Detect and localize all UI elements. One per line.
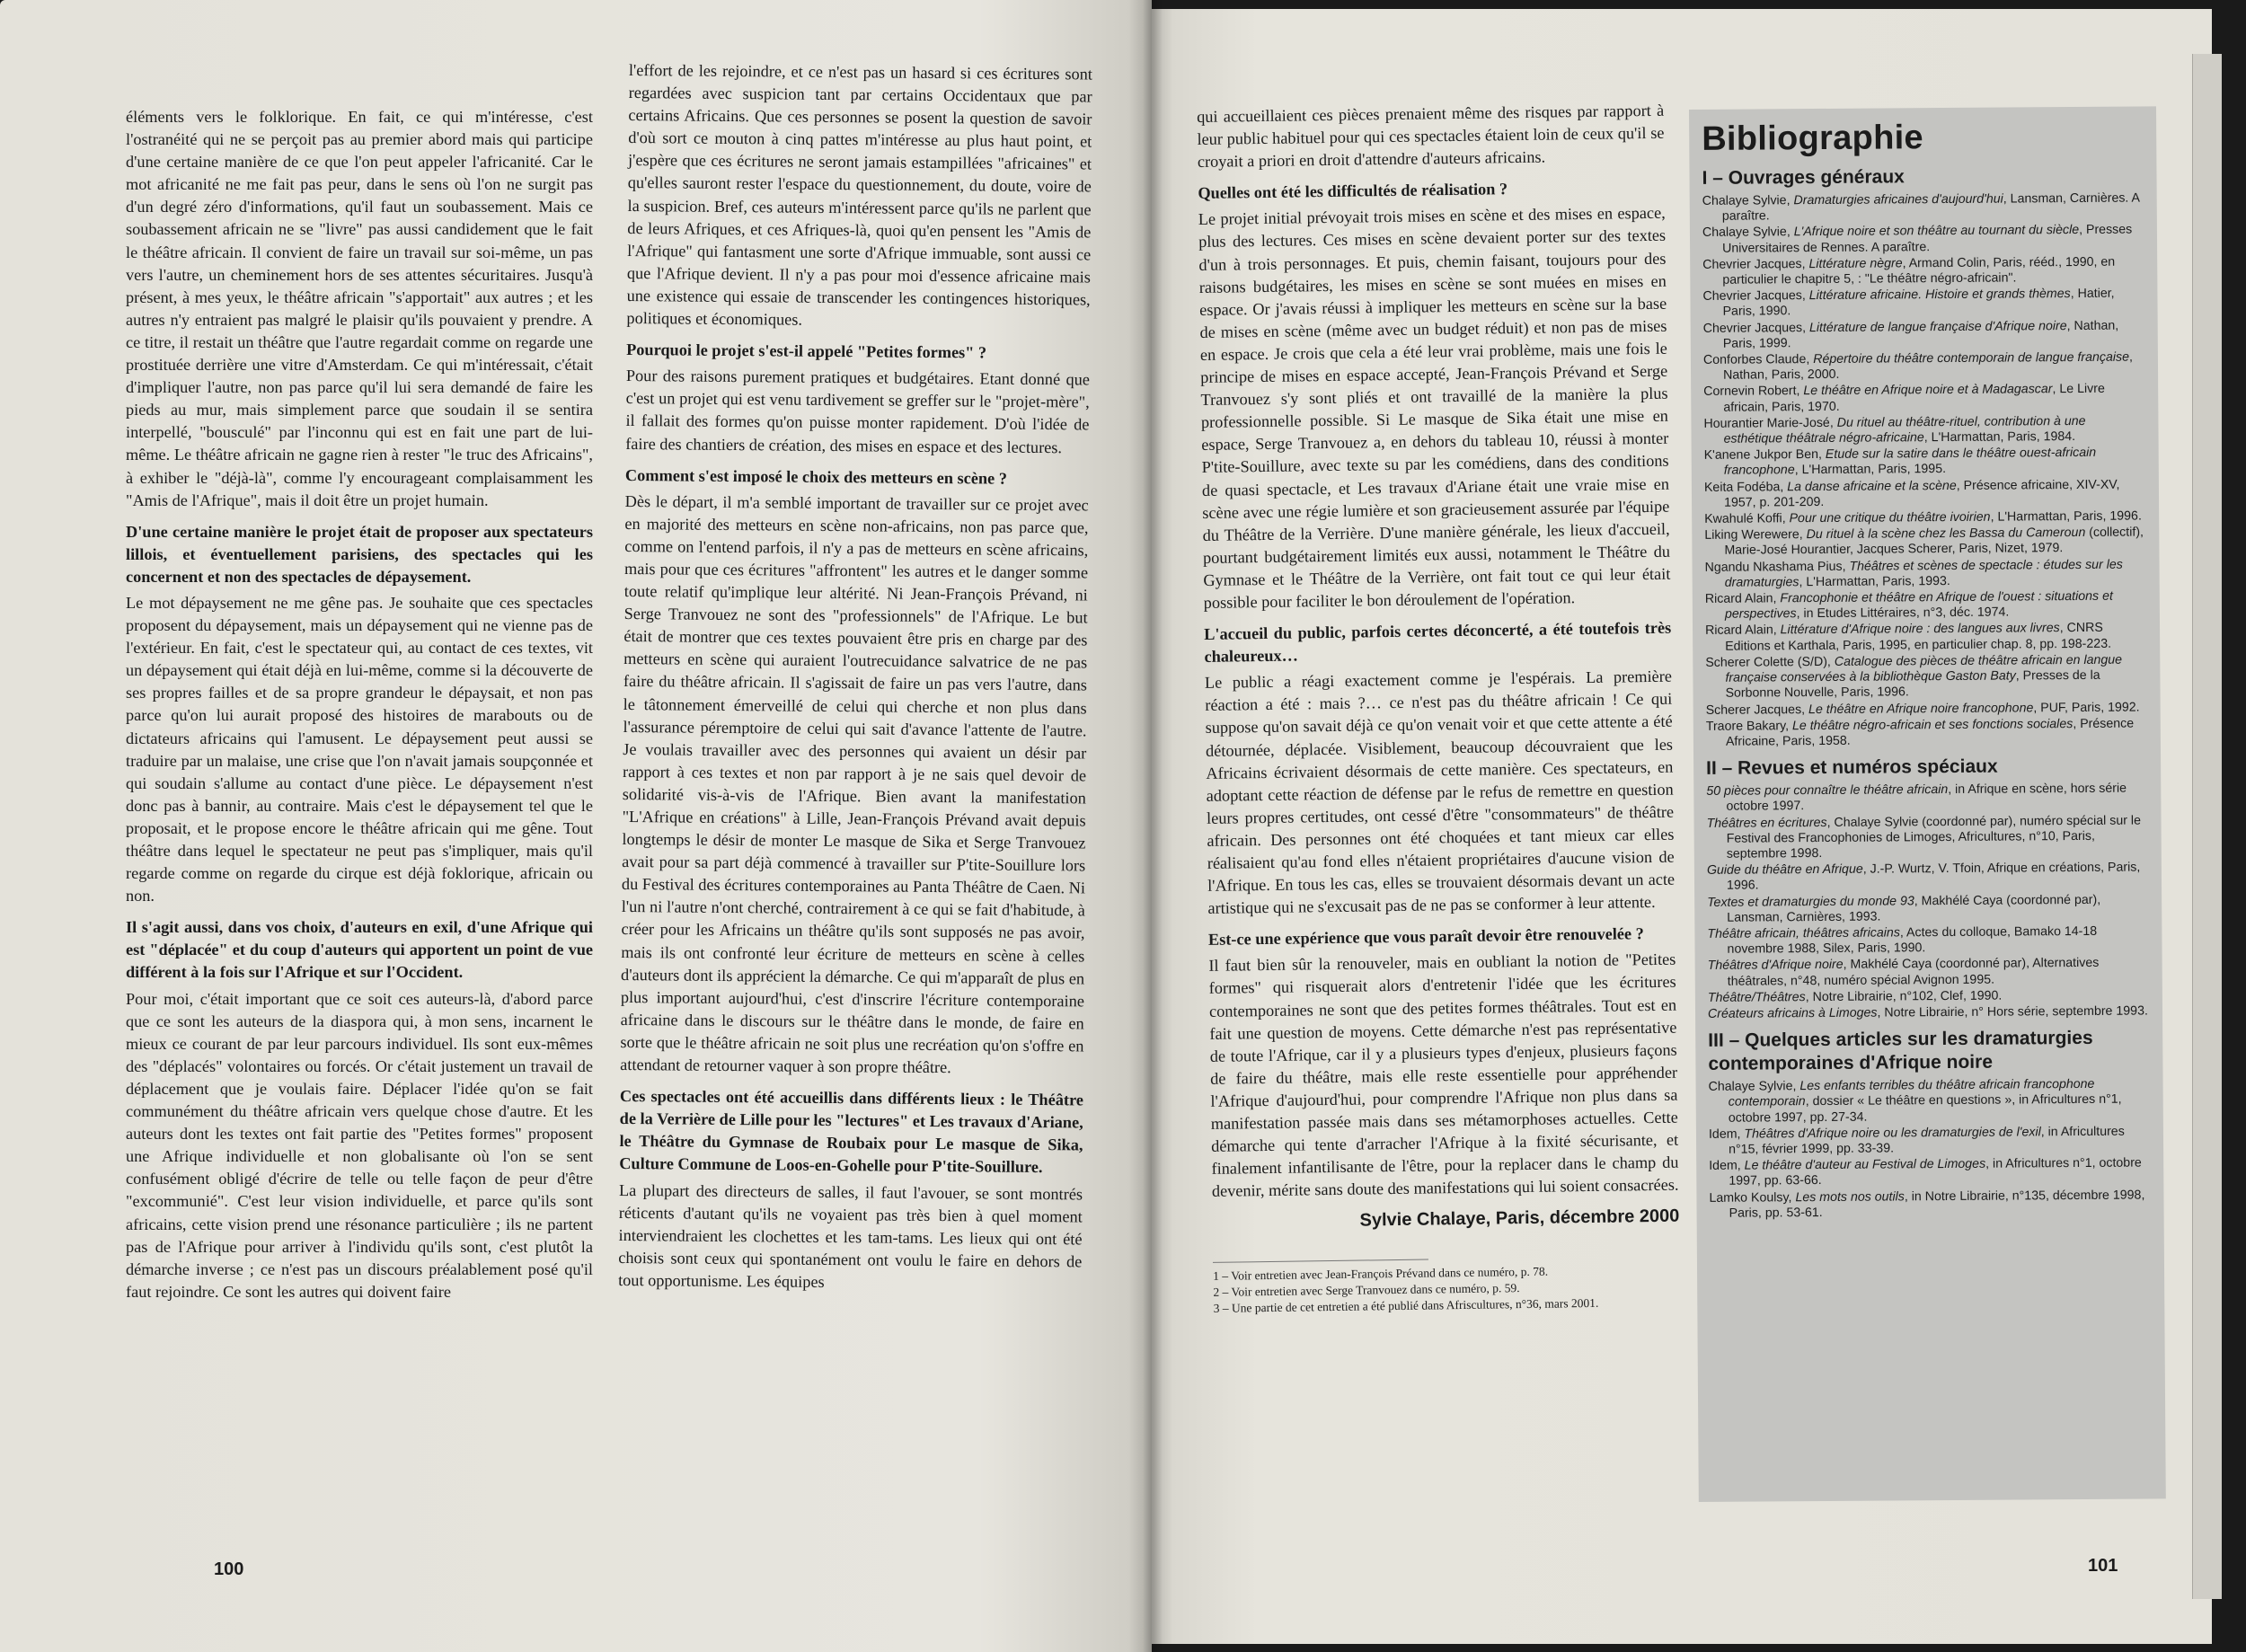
interview-question: Il s'agit aussi, dans vos choix, d'auteurs en exil, d'une Afrique qui est "déplacée" et du coup d'auteurs qui apportent un point de vue différent à la fois sur l'Afrique et sur l'Occident. xyxy=(126,918,593,982)
entry-title: Littérature africaine. Histoire et grands thèmes xyxy=(1808,287,2071,304)
bibliography-entry xyxy=(1706,782,2148,816)
page-edge xyxy=(2192,54,2222,1599)
entry-author: K'anene Jukpor Ben, xyxy=(1703,447,1826,464)
body-paragraph: éléments vers le folklorique. En fait, ce qui m'intéresse, c'est l'ostranéité qui ne se perçoit pas au premier abord mais qui participe d'une certaine manière de ce que l'on peut appeler l'africanité. Car le mot africanité ne me fait pas peur, dans le sens où l'on ne surgit pas d'un degré zéro d'informations, qu'il faut un soubassement. Mais ce soubassement africain ne se "livre" pas aussi candidement que le fait le théâtre africain. Il convient de faire un travail sur soi-même, un pas vers l'autre, un cheminement hors de ses attentes sécuritaires. Jusqu'à présent, à mes yeux, le théâtre africain "s'apportait" aux autres ; et les autres n'y entraient pas malgré le plaisir qu'ils pouvaient y prendre. A ce titre, il restait un théâtre que l'autre regardait comme on regarde une prostituée derrière une vitre d'Amsterdam. Ce qui m'intéressait, c'était d'impliquer l'autre, non pas parce qu'il lui sera demandé de faire les pieds au mur, mais simplement parce que soudain il se sentira interpellé, "bousculé" par l'inconnu qui est en fait une part de lui-même. Le théâtre africain ne gagne rien à rester "le truc des Africains", à exhiber le "déjà-là", comme l'y encourageant complaisamment les "Amis de l'Afrique", mais il doit être un projet humain. xyxy=(126,108,593,509)
interview-question: Quelles ont été les difficultés de réalisation ? xyxy=(1198,180,1508,203)
entry-details: , dossier « Le théâtre en questions », in Africultures n°1, octobre 1997, pp. 27-34. xyxy=(1728,1092,2122,1126)
entry-title: Créateurs africains à Limoges xyxy=(1707,1005,1878,1021)
bibliography-entry xyxy=(1707,923,2149,958)
entry-details: , Makhélé Caya (coordonné par), Alternatives théâtrales, n°48, numéro spécial Avignon 1995. xyxy=(1727,956,2100,989)
left-column-1 xyxy=(126,106,593,1306)
entry-author: Scherer Colette (S/D), xyxy=(1705,654,1835,670)
entry-title: Catalogue des pièces de théâtre africain en langue française conservées à la bibliothèque Gaston Baty xyxy=(1725,652,2123,685)
entry-details: , in Etudes Littéraires, n°3, déc. 1974. xyxy=(1796,605,2010,622)
bibliography-entry xyxy=(1703,413,2145,447)
footnote-1: 1 – Voir entretien avec Jean-François Prévand dans ce numéro, p. 78. xyxy=(1213,1264,1549,1283)
bibliography-sections xyxy=(1702,163,2151,1221)
entry-details: , L'Harmattan, Paris, 1993. xyxy=(1799,573,1950,590)
bibliography-section-heading: II – Revues et numéros spéciaux xyxy=(1706,755,1998,779)
entry-title: Pour une critique du théâtre ivoirien xyxy=(1789,509,1991,526)
footnotes xyxy=(1213,1259,1599,1316)
entry-details: , CNRS Editions et Karthala, Paris, 1995, en particulier chap. 8, pp. 198-223. xyxy=(1725,621,2112,654)
entry-details: , Actes du colloque, Bamako 14-18 novembre 1988, Silex, Paris, 1990. xyxy=(1727,923,2098,957)
entry-title: L'Afrique noire et son théâtre au tournant du siècle xyxy=(1793,223,2080,240)
entry-title: Les mots nos outils xyxy=(1795,1188,1905,1205)
bibliography-entry xyxy=(1707,892,2149,926)
entry-author: Conforbes Claude, xyxy=(1702,352,1814,367)
entry-title: Les enfants terribles du théâtre africain francophone contemporain xyxy=(1728,1077,2095,1110)
interview-question: Comment s'est imposé le choix des metteurs en scène ? xyxy=(624,465,1008,488)
bibliography-entry xyxy=(1705,557,2147,591)
entry-details: , in Africultures n°1, octobre 1997, pp. 63-66. xyxy=(1729,1155,2142,1189)
body-paragraph: Le mot dépaysement ne me gêne pas. Je souhaite que ces spectacles proposent du dépaysement, mais un dépaysement qui ne vienne pas de l'extérieur. En fait, c'est le spectateur qui, au contact de ces textes, vit un dépaysement qui était déjà en lui-même, comme si la découverte de ses propres failles et de sa propre grandeur le dépaysait, et non pas parce qu'on lui aurait proposé des histoires de marabouts ou de dictateurs africains qui l'amusent. Le dépaysement peut aussi se traduire par un malaise, une crise que l'on n'avait jamais soupçonnée et qui soudain s'allume au contact d'une pièce. Le dépaysement n'est donc pas à bannir, au contraire. Mais c'est le dépaysement tel que le proposait, et le propose encore le théâtre africain qui me gêne. Tout théâtre dans lequel le spectateur ne peut pas s'impliquer, mais qu'il regarde comme on regarde du cirque est déjà foklorique, africain ou non. xyxy=(126,593,593,906)
bibliography-entry xyxy=(1707,861,2149,895)
entry-title: Théâtres d'Afrique noire xyxy=(1707,958,1844,974)
interview-question: Ces spectacles ont été accueillis dans différents lieux : le Théâtre de la Verrière de Lille pour les "lectures" et Les travaux d'Ariane, le Théâtre du Gymnase de Roubaix pour Le masque de Sika, Culture Commune de Loos-en-Gohelle pour P'tite-Souillure. xyxy=(619,1087,1083,1177)
interview-question: L'accueil du public, parfois certes déconcerté, a été toutefois très chaleureux… xyxy=(1204,618,1672,667)
entry-author: Ricard Alain, xyxy=(1704,591,1781,606)
left-column-2 xyxy=(618,59,1092,1298)
interview-question: Est-ce une expérience que vous paraît devoir être renouvelée ? xyxy=(1207,924,1644,950)
bibliography-entry xyxy=(1705,652,2147,702)
right-column-text xyxy=(1197,100,1681,1317)
bibliography-entry xyxy=(1708,1003,2150,1022)
bibliography-entry xyxy=(1709,1077,2151,1126)
entry-title: Dramaturgies africaines d'aujourd'hui xyxy=(1793,191,2003,208)
entry-title: Textes et dramaturgies du monde 93 xyxy=(1707,893,1914,910)
bibliography-entry xyxy=(1702,254,2144,288)
body-paragraph: Le projet initial prévoyait trois mises en scène et des mises en espace, plus des lectures. Ces mises en scène devaient porter sur des textes d'un à trois personnages. Et puis, chemin faisant, toujours pour des raisons budgétaires, les mises en scène se sont muées en mises en espace. Or j'avais réussi à impliquer les metteurs en scène sur la base de mises en scène (même avec un budget réduit) et non pas de mises en espace. Je crois que cela a été leur vrai problème, mais une fois le principe de mises en espace accepté, Jean-François Prévand et Serge Tranvouez s'y sont pliés et ont travaillé de la manière la plus professionnelle possible. Si Le masque de Sika était une mise en espace, Serge Tranvouez a, en dehors du tableau 10, réussi à monter P'tite-Souillure, avec texte su par les comédiens, dans des conditions de quasi spectacle, et Les travaux d'Ariane était une vraie mise en scène avec une régie lumière et son gracieusement assurée par l'équipe du Théâtre de la Verrière. D'une manière générale, les lieux d'accueil, pourtant budgétairement limités eux aussi, notamment le Théâtre du Gymnase et le Théâtre de la Verrière, ont fait tout ce qui leur était possible pour faciliter le bon déroulement de l'opération. xyxy=(1198,204,1671,612)
entry-author: Keita Fodéba, xyxy=(1703,479,1788,495)
page-number-left: 100 xyxy=(214,1559,244,1579)
bibliography-entry xyxy=(1703,349,2145,384)
entry-title: Francophonie et théâtre en Afrique de l'ouest : situations et perspectives xyxy=(1724,588,2113,623)
bibliography-entry xyxy=(1704,446,2146,480)
entry-author: Liking Werewere, xyxy=(1704,527,1807,543)
bibliography-entry xyxy=(1709,1188,2151,1222)
entry-details: , PUF, Paris, 1992. xyxy=(2033,700,2140,715)
right-column-body xyxy=(1197,100,1679,1204)
bibliography-section-heading: III – Quelques articles sur les dramaturgies contemporaines d'Afrique noire xyxy=(1708,1028,2093,1075)
book-gutter xyxy=(1143,0,1163,1652)
entry-title: Du rituel à la scène chez les Bassa du Cameroun xyxy=(1806,526,2086,543)
entry-title: Littérature de langue française d'Afrique noire xyxy=(1808,318,2067,335)
right-page xyxy=(1152,9,2212,1644)
entry-title: Théâtre africain, théâtres africains xyxy=(1707,925,1900,941)
entry-details: , in Notre Librairie, n°135, décembre 1998, Paris, pp. 53-61. xyxy=(1729,1188,2145,1221)
bibliography-entry xyxy=(1706,700,2148,719)
entry-title: Etude sur la satire dans le théâtre ouest-africain francophone xyxy=(1723,446,2097,479)
bibliography-entry xyxy=(1706,813,2148,862)
entry-details: , in Africultures n°15, février 1999, pp. 33-39. xyxy=(1729,1124,2125,1157)
entry-title: Théâtre/Théâtres xyxy=(1707,989,1806,1005)
entry-details: , Chalaye Sylvie (coordonné par), numéro spécial sur le Festival des Francophonies de Limoges, Africultures, n°10, Paris, septembre 1998. xyxy=(1726,813,2141,861)
entry-details: , Presses de la Sorbonne Nouvelle, Paris, 1996. xyxy=(1725,667,2100,702)
entry-title: Théâtres et scènes de spectacle : études sur les dramaturgies xyxy=(1724,557,2123,590)
page-number-right: 101 xyxy=(2088,1556,2118,1576)
bibliography-entry xyxy=(1702,223,2144,257)
entry-title: Théâtres d'Afrique noire ou les dramaturgies de l'exil xyxy=(1744,1125,2041,1142)
bibliography-entry xyxy=(1709,1124,2151,1158)
entry-title: 50 pièces pour connaître le théâtre africain xyxy=(1706,782,1949,799)
entry-author: Ricard Alain, xyxy=(1704,623,1781,639)
entry-title: Guide du théâtre en Afrique xyxy=(1706,861,1863,879)
entry-details: , Notre Librairie, n° Hors série, septembre 1993. xyxy=(1877,1003,2148,1020)
entry-details: , Présence africaine, XIV-XV, 1957, p. 201-209. xyxy=(1724,477,2120,510)
bibliography-entry xyxy=(1703,318,2145,352)
entry-title: Théâtres en écritures xyxy=(1706,815,1827,831)
bibliography-entry xyxy=(1704,477,2146,511)
body-paragraph: l'effort de les rejoindre, et ce n'est pas un hasard si ces écritures sont regardées avec suspicion tant par certains Occidentaux que par certains Africains. Que ces personnes se posent la question de savoir d'où sort ce mouton à cinq pattes m'intéresse au plus haut point, et j'espère que ces écritures ne seront jamais estampillées "africaines" et qu'elles sauront rester l'espace du questionnement, du doute, voire de la suspicion. Bref, ces auteurs m'intéressent parce qu'ils ne parlent que de leurs Afriques, et ces Afriques-là, quoi qu'en pensent les "Amis de l'Afrique" qui fantasment une sorte d'Afrique immuable, sont aussi ce que l'Afrique devient. Il n'y a pas pour moi d'essence africaine mais une existence qui essaie de transcender les contingences historiques, politiques et économiques. xyxy=(626,60,1092,329)
bibliography-entry xyxy=(1704,509,2146,528)
author-signature: Sylvie Chalaye, Paris, décembre 2000 xyxy=(1359,1206,1680,1231)
bibliography-entry xyxy=(1708,987,2150,1006)
entry-author: Chevrier Jacques, xyxy=(1702,288,1809,305)
body-paragraph: Pour des raisons purement pratiques et budgétaires. Etant donné que c'est un projet qui est venu tardivement se greffer sur le "projet-mère", il fallait des formes qu'on puisse monter rapidement. D'où l'idée de faire des chantiers de création, des mises en espace et des lectures. xyxy=(625,367,1090,456)
entry-title: Le théâtre en Afrique noire francophone xyxy=(1808,700,2034,717)
bibliography-entry xyxy=(1706,716,2148,750)
bibliography-entry xyxy=(1703,382,2145,416)
bibliography-entry xyxy=(1705,621,2147,655)
interview-question: D'une certaine manière le projet était de proposer aux spectateurs lillois, et éventuellement parisiens, des spectacles qui les concernent et non des spectacles de dépaysement. xyxy=(126,522,593,586)
entry-title: Du rituel au théâtre-rituel, contribution à une esthétique théâtrale négro-africaine xyxy=(1723,413,2086,446)
entry-title: Littérature d'Afrique noire : des langues aux livres xyxy=(1780,621,2060,638)
bibliography-box xyxy=(1689,106,2166,1502)
entry-details: , L'Harmattan, Paris, 1996. xyxy=(1990,508,2142,525)
entry-details: , Notre Librairie, n°102, Clef, 1990. xyxy=(1805,988,2003,1004)
entry-author: Scherer Jacques, xyxy=(1705,702,1809,718)
entry-details: , Armand Colin, Paris, rééd., 1990, en particulier le chapitre 5, : "Le théâtre négro-africain". xyxy=(1722,254,2116,287)
entry-author: Lamko Koulsy, xyxy=(1709,1189,1796,1206)
entry-title: La danse africaine et la scène xyxy=(1787,478,1957,494)
entry-author: Idem, xyxy=(1709,1158,1745,1174)
entry-author: Idem, xyxy=(1708,1126,1745,1142)
entry-details: , L'Harmattan, Paris, 1995. xyxy=(1794,462,1947,478)
entry-title: Répertoire du théâtre contemporain de langue française xyxy=(1813,349,2130,367)
entry-details: , Makhélé Caya (coordonné par), Lansman, Carnières, 1993. xyxy=(1727,892,2101,925)
entry-author: Ngandu Nkashama Pius, xyxy=(1704,559,1850,575)
entry-details: , Le Livre africain, Paris, 1970. xyxy=(1723,382,2105,415)
entry-details: , L'Harmattan, Paris, 1984. xyxy=(1923,429,2076,446)
entry-details: , Hatier, Paris, 1990. xyxy=(1722,286,2115,320)
entry-author: Chalaye Sylvie, xyxy=(1708,1079,1800,1095)
bibliography-entry xyxy=(1702,190,2144,225)
bibliography-section-heading: I – Ouvrages généraux xyxy=(1702,166,1905,189)
entry-author: Traore Bakary, xyxy=(1705,718,1793,734)
entry-title: Le théâtre d'auteur au Festival de Limoges xyxy=(1744,1156,1986,1173)
entry-author: Cornevin Robert, xyxy=(1703,384,1804,400)
entry-author: Chevrier Jacques, xyxy=(1702,320,1810,336)
entry-details: , J.-P. Wurtz, V. Tfoin, Afrique en créations, Paris, 1996. xyxy=(1726,860,2141,894)
entry-details: (collectif), Marie-José Hourantier, Jacques Scherer, Paris, Nizet, 1979. xyxy=(1724,525,2144,559)
bibliography-entry xyxy=(1709,1156,2151,1190)
bibliography-entry xyxy=(1705,589,2147,623)
body-paragraph: La plupart des directeurs de salles, il faut l'avouer, se sont montrés réticents d'autant qu'ils ne voyaient pas très bien à quel moment interviendraient les clochettes et les tam-tams. Les lieux qui ont été choisis sont ceux qui spontanément ont voulu le faire en dehors de tout opportunisme. Les équipes xyxy=(618,1180,1083,1291)
bibliography-title: Bibliographie xyxy=(1702,119,1924,158)
entry-author: Chalaye Sylvie, xyxy=(1702,193,1794,208)
entry-details: , Présence Africaine, Paris, 1958. xyxy=(1725,716,2135,749)
entry-details: , Nathan, Paris, 1999. xyxy=(1722,318,2119,351)
body-paragraph: qui accueillaient ces pièces prenaient même des risques par rapport à leur public habituel pour qui ces spectacles étaient loin de ceux qu'il se croyait a priori en droit d'attendre d'auteurs africains. xyxy=(1197,101,1665,172)
bibliography-entry xyxy=(1702,287,2144,321)
entry-title: Littérature nègre xyxy=(1808,256,1903,271)
entry-author: Kwahulé Koffi, xyxy=(1704,511,1790,526)
entry-author: Chevrier Jacques, xyxy=(1702,256,1809,272)
interview-question: Pourquoi le projet s'est-il appelé "Petites formes" ? xyxy=(626,340,987,362)
footnote-3: 3 – Une partie de cet entretien a été publié dans Afriscultures, n°36, mars 2001. xyxy=(1213,1295,1599,1315)
entry-details: , Nathan, Paris, 2000. xyxy=(1723,349,2133,383)
entry-details: , Presses Universitaires de Rennes. A paraître. xyxy=(1722,222,2133,256)
entry-details: , Lansman, Carnières. A paraître. xyxy=(1721,190,2140,224)
entry-author: Chalaye Sylvie, xyxy=(1702,225,1794,241)
entry-title: Le théâtre négro-africain et ses fonctions sociales xyxy=(1791,716,2074,733)
footnote-2: 2 – Voir entretien avec Serge Tranvouez dans ce numéro, p. 59. xyxy=(1213,1280,1520,1299)
body-paragraph: Il faut bien sûr la renouveler, mais en oubliant la notion de "Petites formes" qui risquerait alors d'entretenir l'idée que les écritures contemporaines ne sont que des petites formes théâtrales. Tout est en fait une question de moyens. Cette démarche n'est pas représentative de toute l'Afrique, car il y a plusieurs types d'enjeux, plusieurs façons de faire du théâtre, mais elle reste essentielle pour appréhender l'Afrique d'aujourd'hui, pour comprendre l'Afrique non plus dans sa manifestation passée mais dans ses métamorphoses actuelles. Cette démarche qui tente d'arracher l'Afrique à la fixité sécurisante, et finalement infantilisante de l'être, pour la replacer dans le champ du devenir, mérite sans doute des manifestations qui lui soient consacrées. xyxy=(1208,950,1679,1201)
body-paragraph: Dès le départ, il m'a semblé important de travailler sur ce projet avec en majorité des metteurs en scène non-africains, non pas parce que, comme on l'entend parfois, il n'y a pas de metteurs en scène africains, mais pour que ces écritures "affrontent" les autres et le danger somme toute relatif qu'implique leur altérité. Ni Jean-François Prévand, ni Serge Tranvouez ne sont des "professionnels" de l'Afrique. Le but était de montrer que ces textes pouvaient être pris en charge par des metteurs en scène qui auraient l'outrecuidance salvatrice de ne pas faire du théâtre africain. Il s'agissait de faire un pas vers l'autre, dans le tâtonnement émerveillé de celui qui cherche et non plus dans l'assurance péremptoire de celui qui sait d'avance l'attente de l'autre. Je voulais travailler avec des personnes qui avaient un désir par rapport à ces textes et non par rapport à je ne sais quel devoir de solidarité vis-à-vis de l'Afrique. Bien avant la manifestation "L'Afrique en créations" à Lille, Jean-François Prévand avait depuis longtemps le désir de monter Le masque de Sika et Serge Tranvouez avait pour sa part déjà commencé à travailler sur P'tite-Souillure lors du Festival des écritures contemporaines au Panta Théâtre de Caen. Ni l'un ni l'autre n'ont cherché, contrairement à ce qui se fait d'habitude, à créer pour les Africains un théâtre qu'ils sont supposés ne pas avoir, mais ils ont confronté leur écriture de metteurs en scène à celles d'auteurs dont ils apprécient la démarche. Ce qui m'apparaît de plus en plus important aujourd'hui, c'est d'inscrire l'écriture contemporaine africaine dans le discours sur le théâtre dans le monde, de faire en sorte que le théâtre africain ne soit plus une recréation qu'on s'offre en attendant de retourner vaquer à son propre théâtre. xyxy=(620,491,1089,1077)
bibliography-entry xyxy=(1708,956,2150,990)
entry-author: Hourantier Marie-José, xyxy=(1703,415,1837,431)
body-paragraph: Le public a réagi exactement comme je l'espérais. La première réaction a été : mais ?… ce n'est pas du théâtre africain ! Ce qui suppose qu'on savait déjà ce qu'on venait voir et que cette attente a été détournée, déplacée. Visiblement, beaucoup découvraient que les Africains écrivaient désormais de cette manière. Ces spectateurs, en adoptant cette réaction de défense par le refus de remettre en question leurs propres certitudes, ont cessé d'être "consommateurs" de théâtre africain. Des personnes ont été choquées et tant mieux car elles réalisaient qu'au fond elles n'étaient propriétaires d'aucune vision de l'Afrique. En tous les cas, elles se trouvaient désormais devant un acte artistique qui ne s'excusait pas de ne pas se conformer à leur attente. xyxy=(1204,667,1676,918)
entry-title: Le théâtre en Afrique noire et à Madagascar xyxy=(1803,382,2053,399)
bibliography-entry xyxy=(1704,526,2146,560)
body-paragraph: Pour moi, c'était important que ce soit ces auteurs-là, d'abord parce que ce sont les auteurs de la diaspora qui, à mon sens, incarnent le mieux ce courant de par leur parcours individuel. Ils sont eux-mêmes des "déplacés" volontaires ou forcés. Or c'était justement un travail de déplacement que je voulais faire. Déplacer l'idée qu'on se fait communément du théâtre africain vers quelque chose d'autre. Et les auteurs dont les textes ont fait partie des "Petites formes" proposent une Afrique individuelle et non globalisante où l'on se sent confusément obligé d'écrire de telle ou telle façon de peur d'être "excommunié". C'est leur vision individuelle, et parce qu'ils sont africains, cette vision prend une résonance particulière ; ils ne partent pas de l'Afrique pour arriver à l'individu qu'ils sont, c'est plutôt la démarche inverse ; ce n'est pas un discours préalablement posé qu'il faut rejoindre. Ce sont les autres qui doivent faire xyxy=(126,989,593,1301)
entry-details: , in Afrique en scène, hors série octobre 1997. xyxy=(1726,781,2127,815)
